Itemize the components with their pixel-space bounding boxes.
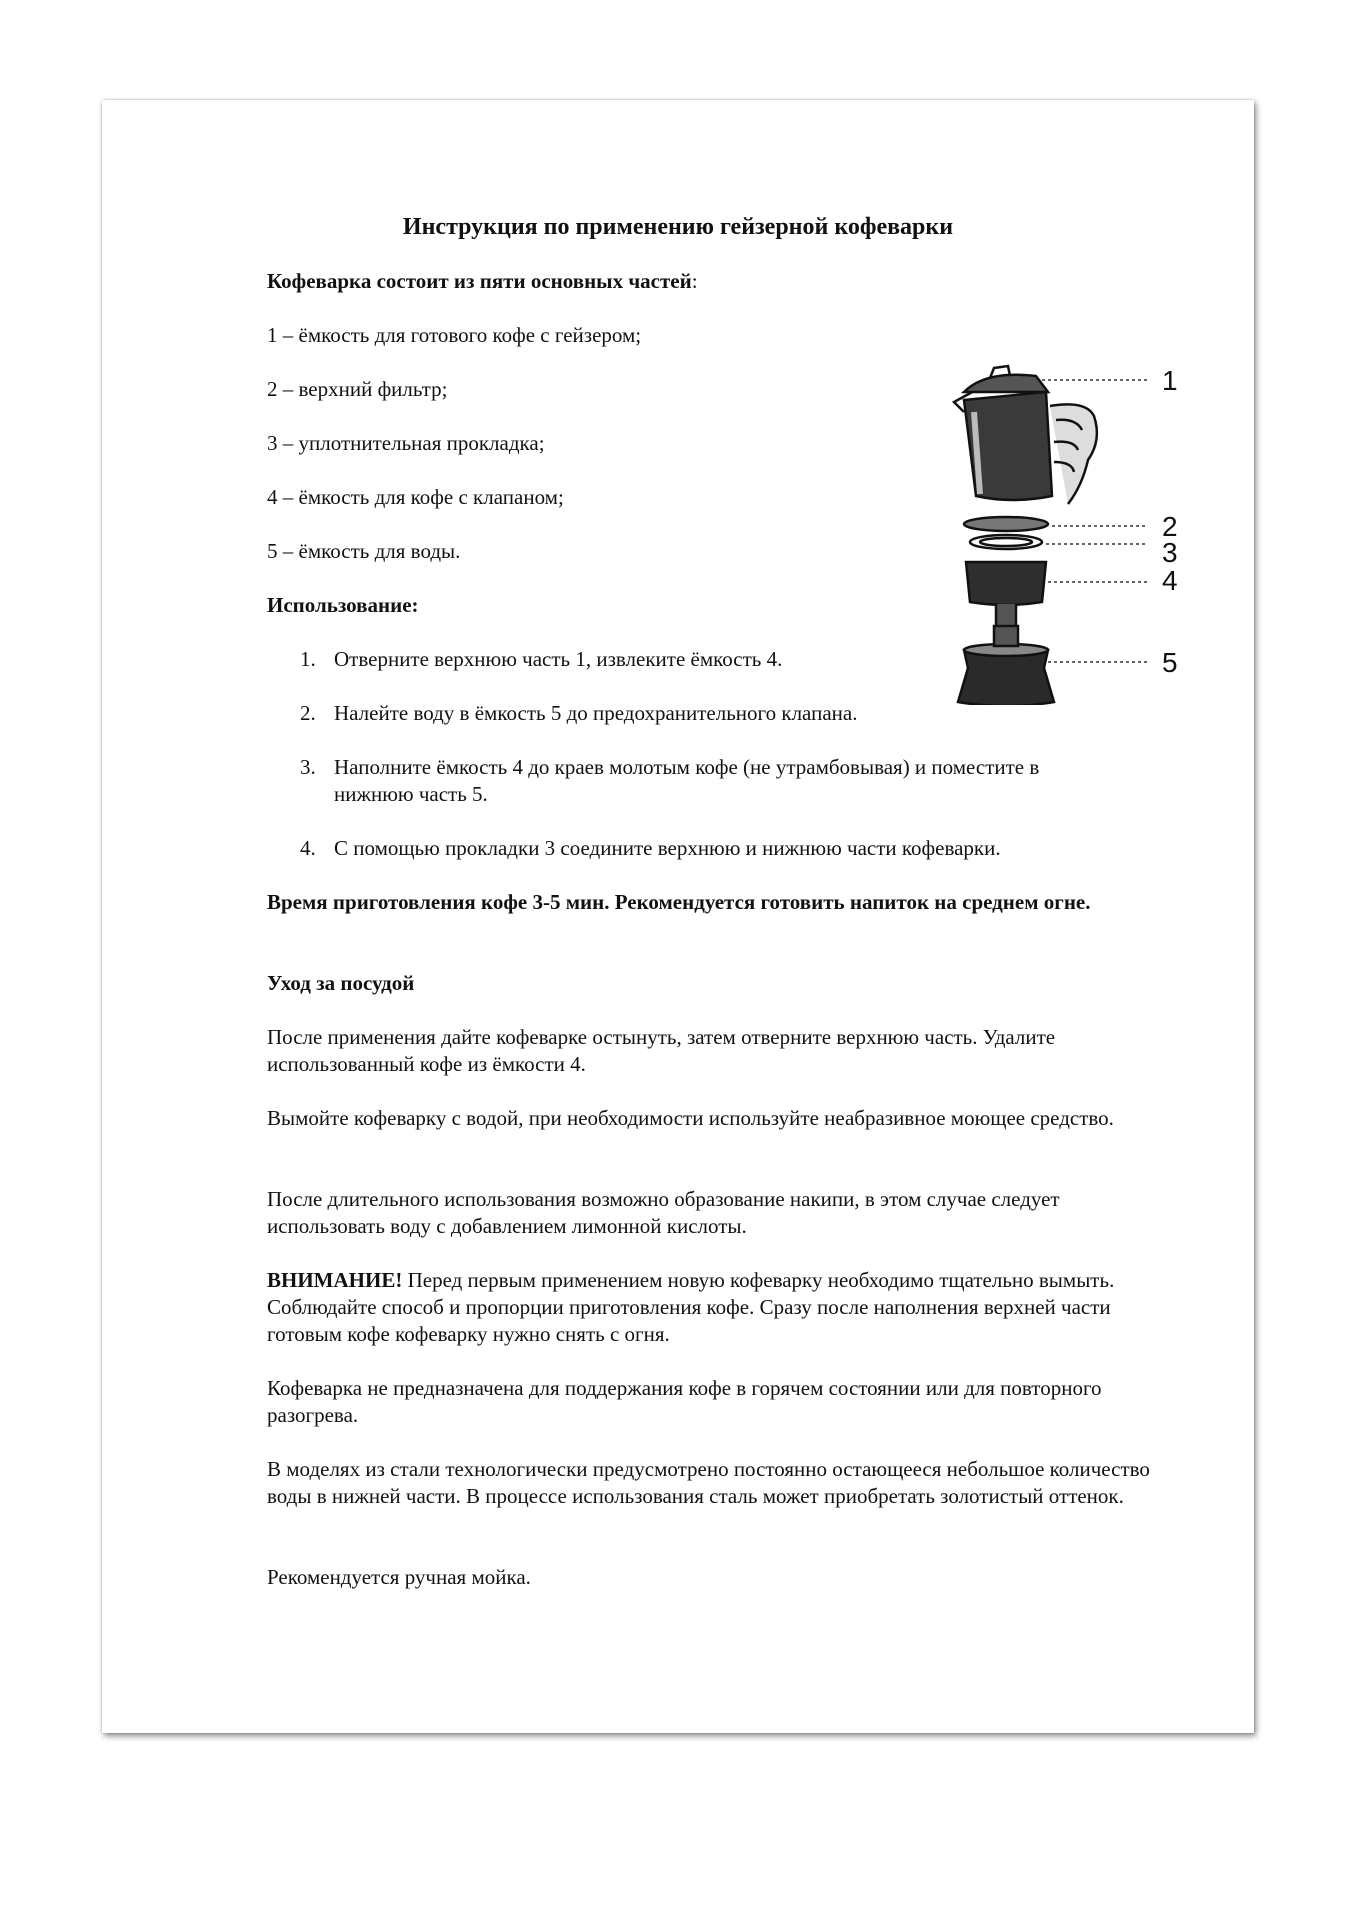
care-heading: Уход за посудой [267, 971, 415, 995]
extra-paragraph-2: В моделях из стали технологически предусмотрено постоянно остающееся небольшое количество воды в нижней части. В процессе использования сталь может приобретать золотистый оттенок. [267, 1457, 1150, 1508]
warning-label: ВНИМАНИЕ! [267, 1268, 403, 1292]
step-2 [300, 700, 857, 727]
step-text: Отверните верхнюю часть 1, извлеките ёмкость 4. [334, 647, 783, 671]
step-number: 3. [300, 755, 316, 779]
care-paragraph-2: Вымойте кофеварку с водой, при необходимости используйте неабразивное моющее средство. [267, 1106, 1114, 1130]
step-4 [300, 835, 1001, 862]
illustration-label-3: 3 [1162, 537, 1178, 568]
document-title: Инструкция по применению гейзерной кофеварки [402, 214, 954, 240]
part-item-2: 2 – верхний фильтр; [267, 377, 448, 401]
step-text: С помощью прокладки 3 соедините верхнюю и нижнюю части кофеварки. [334, 836, 1001, 860]
document-page [102, 100, 1254, 1733]
parts-heading-text: Кофеварка состоит из пяти основных частей [267, 269, 692, 293]
usage-heading: Использование: [267, 593, 419, 617]
illustration-label-5: 5 [1162, 647, 1178, 678]
care-paragraph-1: После применения дайте кофеварке остынуть, затем отверните верхнюю часть. Удалите использованный кофе из ёмкости 4. [267, 1025, 1056, 1076]
brewing-time-note: Время приготовления кофе 3-5 мин. Рекомендуется готовить напиток на среднем огне. [267, 890, 1091, 914]
part-item-5: 5 – ёмкость для воды. [267, 539, 461, 563]
extra-paragraph-1: Кофеварка не предназначена для поддержания кофе в горячем состоянии или для повторного разогрева. [267, 1376, 1102, 1427]
illustration-label-2: 2 [1162, 511, 1178, 542]
step-number: 2. [300, 701, 316, 725]
illustration-label-4: 4 [1162, 565, 1178, 596]
step-1 [300, 646, 782, 673]
step-3 [300, 754, 1039, 781]
step-text: Налейте воду в ёмкость 5 до предохранительного клапана. [334, 701, 858, 725]
warning-paragraph [267, 1267, 1172, 1348]
step-number: 4. [300, 836, 316, 860]
part-item-4: 4 – ёмкость для кофе с клапаном; [267, 485, 564, 509]
coffee-maker-illustration [936, 350, 1236, 705]
extra-paragraph-3: Рекомендуется ручная мойка. [267, 1565, 531, 1589]
part-item-1: 1 – ёмкость для готового кофе с гейзером; [267, 323, 642, 347]
care-paragraph-3: После длительного использования возможно образование накипи, в этом случае следует использовать воду с добавлением лимонной кислоты. [267, 1187, 1060, 1238]
parts-heading [267, 268, 698, 295]
step-number: 1. [300, 647, 316, 671]
part-item-3: 3 – уплотнительная прокладка; [267, 431, 545, 455]
step-3-continuation: нижнюю часть 5. [334, 782, 488, 806]
step-text: Наполните ёмкость 4 до краев молотым кофе (не утрамбовывая) и поместите в [334, 755, 1040, 779]
warning-text: Перед первым применением новую кофеварку необходимо тщательно вымыть. Соблюдайте способ и пропорции приготовления кофе. Сразу после наполнения верхней части готовым кофе кофеварку нужно снять с огня. [267, 1268, 1115, 1346]
illustration-label-1: 1 [1162, 365, 1178, 396]
parts-heading-colon: : [691, 269, 698, 293]
